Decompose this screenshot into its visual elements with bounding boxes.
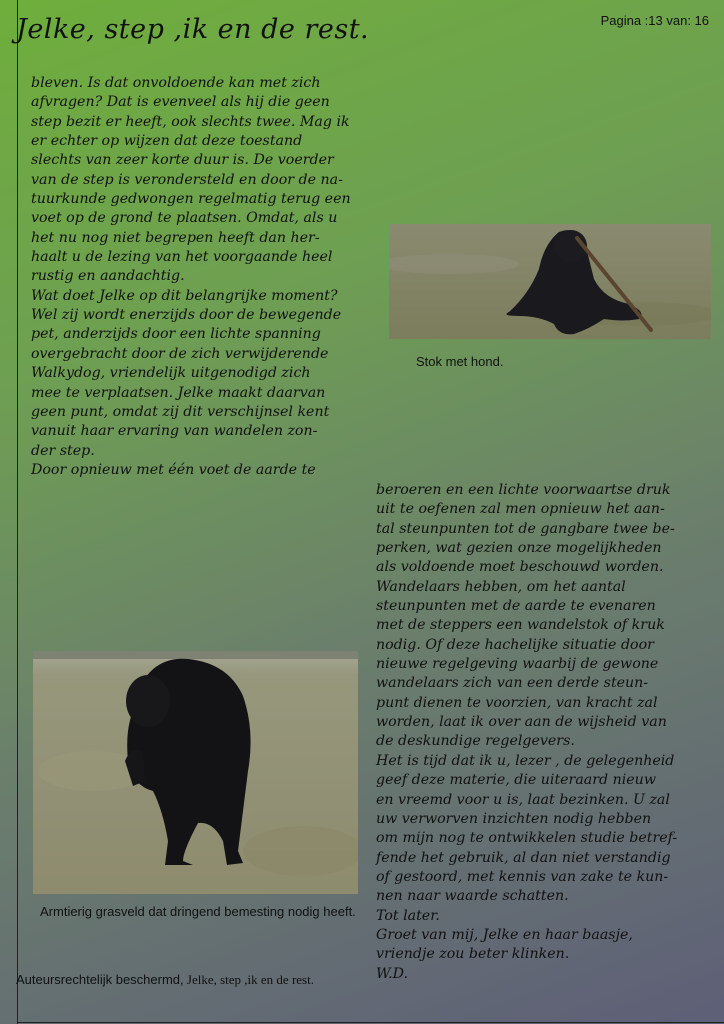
text-line: nieuwe regelgeving waarbij de gewone (376, 656, 659, 673)
text-line: bleven. Is dat onvoldoende kan met zich (31, 75, 321, 91)
text-line: overgebracht door de zich verwijderende (31, 345, 329, 362)
text-line: W.D. (376, 965, 408, 982)
text-line: der step. (31, 442, 95, 459)
text-line: haalt u de lezing van het voorgaande heel (31, 249, 333, 266)
text-line: beroeren en een lichte voorwaartse druk (376, 482, 671, 498)
text-line: nen naar waarde schatten. (376, 888, 569, 905)
text-line: pet, anderzijds door een lichte spanning (31, 326, 321, 343)
dog-with-stick-photo (389, 224, 711, 339)
dog-on-grass-photo (33, 651, 358, 894)
text-line: van de step is verondersteld en door de na- (31, 171, 343, 188)
footer-copyright (16, 972, 314, 988)
text-line: en vreemd voor u is, laat bezinken. U zal (376, 791, 670, 808)
page-left-border (17, 0, 18, 1024)
text-line: perken, wat gezien onze mogelijkheden (376, 540, 662, 557)
text-line: geef deze materie, die uiteraard nieuw (376, 772, 656, 789)
text-line: mee te verplaatsen. Jelke maakt daarvan (31, 384, 326, 401)
text-line: tal steunpunten tot de gangbare twee be- (376, 520, 675, 537)
text-line: als voldoende moet beschouwd worden. (376, 559, 664, 576)
text-line: of gestoord, met kennis van zake te kun- (376, 868, 669, 885)
text-line: vriendje zou beter klinken. (376, 946, 570, 963)
text-line: voet op de grond te plaatsen. Omdat, als u (31, 210, 338, 227)
text-line: Walkydog, vriendelijk uitgenodigd zich (31, 365, 311, 382)
text-line: de deskundige regelgevers. (376, 733, 575, 750)
page-bottom-border (17, 1022, 724, 1023)
text-line: punt dienen te voorzien, van kracht zal (376, 694, 658, 711)
text-line: steunpunten met de aarde te evenaren (376, 598, 656, 615)
text-line: rustig en aandachtig. (31, 268, 185, 285)
text-column-left (31, 74, 351, 480)
text-line: er echter op wijzen dat deze toestand (31, 133, 303, 150)
text-line: fende het gebruik, al dan niet verstandig (376, 849, 671, 866)
text-line: uw verworven inzichten nodig hebben (376, 810, 652, 827)
text-line: geen punt, omdat zij dit verschijnsel kent (31, 403, 330, 420)
photo-caption: Armtierig grasveld dat dringend bemesting nodig heeft. (40, 904, 356, 919)
text-line: tuurkunde gedwongen regelmatig terug een (31, 191, 351, 208)
text-line: vanuit haar ervaring van wandelen zon- (31, 423, 318, 440)
text-line: uit te oefenen zal men opnieuw het aan- (376, 501, 665, 518)
text-line: slechts van zeer korte duur is. De voerder (31, 152, 334, 169)
text-line: step bezit er heeft, ook slechts twee. Mag ik (31, 113, 350, 130)
text-line: nodig. Of deze hachelijke situatie door (376, 636, 654, 653)
text-line: wandelaars zich van een derde steun- (376, 675, 649, 692)
footer-title: Jelke, step ,ik en de rest. (183, 972, 314, 987)
text-line: Groet van mij, Jelke en haar baasje, (376, 926, 633, 943)
text-line: Wat doet Jelke op dit belangrijke moment? (31, 287, 338, 304)
text-line: Wel zij wordt enerzijds door de bewegende (31, 307, 342, 324)
text-line: Het is tijd dat ik u, lezer , de gelegenheid (376, 752, 675, 769)
photo-caption: Stok met hond. (416, 354, 504, 369)
text-line: afvragen? Dat is evenveel als hij die geen (31, 94, 330, 111)
copyright-notice: Auteursrechtelijk beschermd, (16, 972, 184, 987)
page-title: Jelke, step ,ik en de rest. (16, 14, 370, 45)
page-number: Pagina :13 van: 16 (600, 13, 709, 28)
text-line: Tot later. (376, 907, 440, 924)
text-line: met de steppers een wandelstok of kruk (376, 617, 665, 634)
text-line: het nu nog niet begrepen heeft dan her- (31, 229, 320, 246)
text-line: Wandelaars hebben, om het aantal (376, 578, 626, 595)
text-line: Door opnieuw met één voet de aarde te (31, 461, 316, 478)
text-column-right (376, 481, 677, 984)
text-line: om mijn nog te ontwikkelen studie betref- (376, 830, 678, 847)
text-line: worden, laat ik over aan de wijsheid van (376, 714, 667, 731)
